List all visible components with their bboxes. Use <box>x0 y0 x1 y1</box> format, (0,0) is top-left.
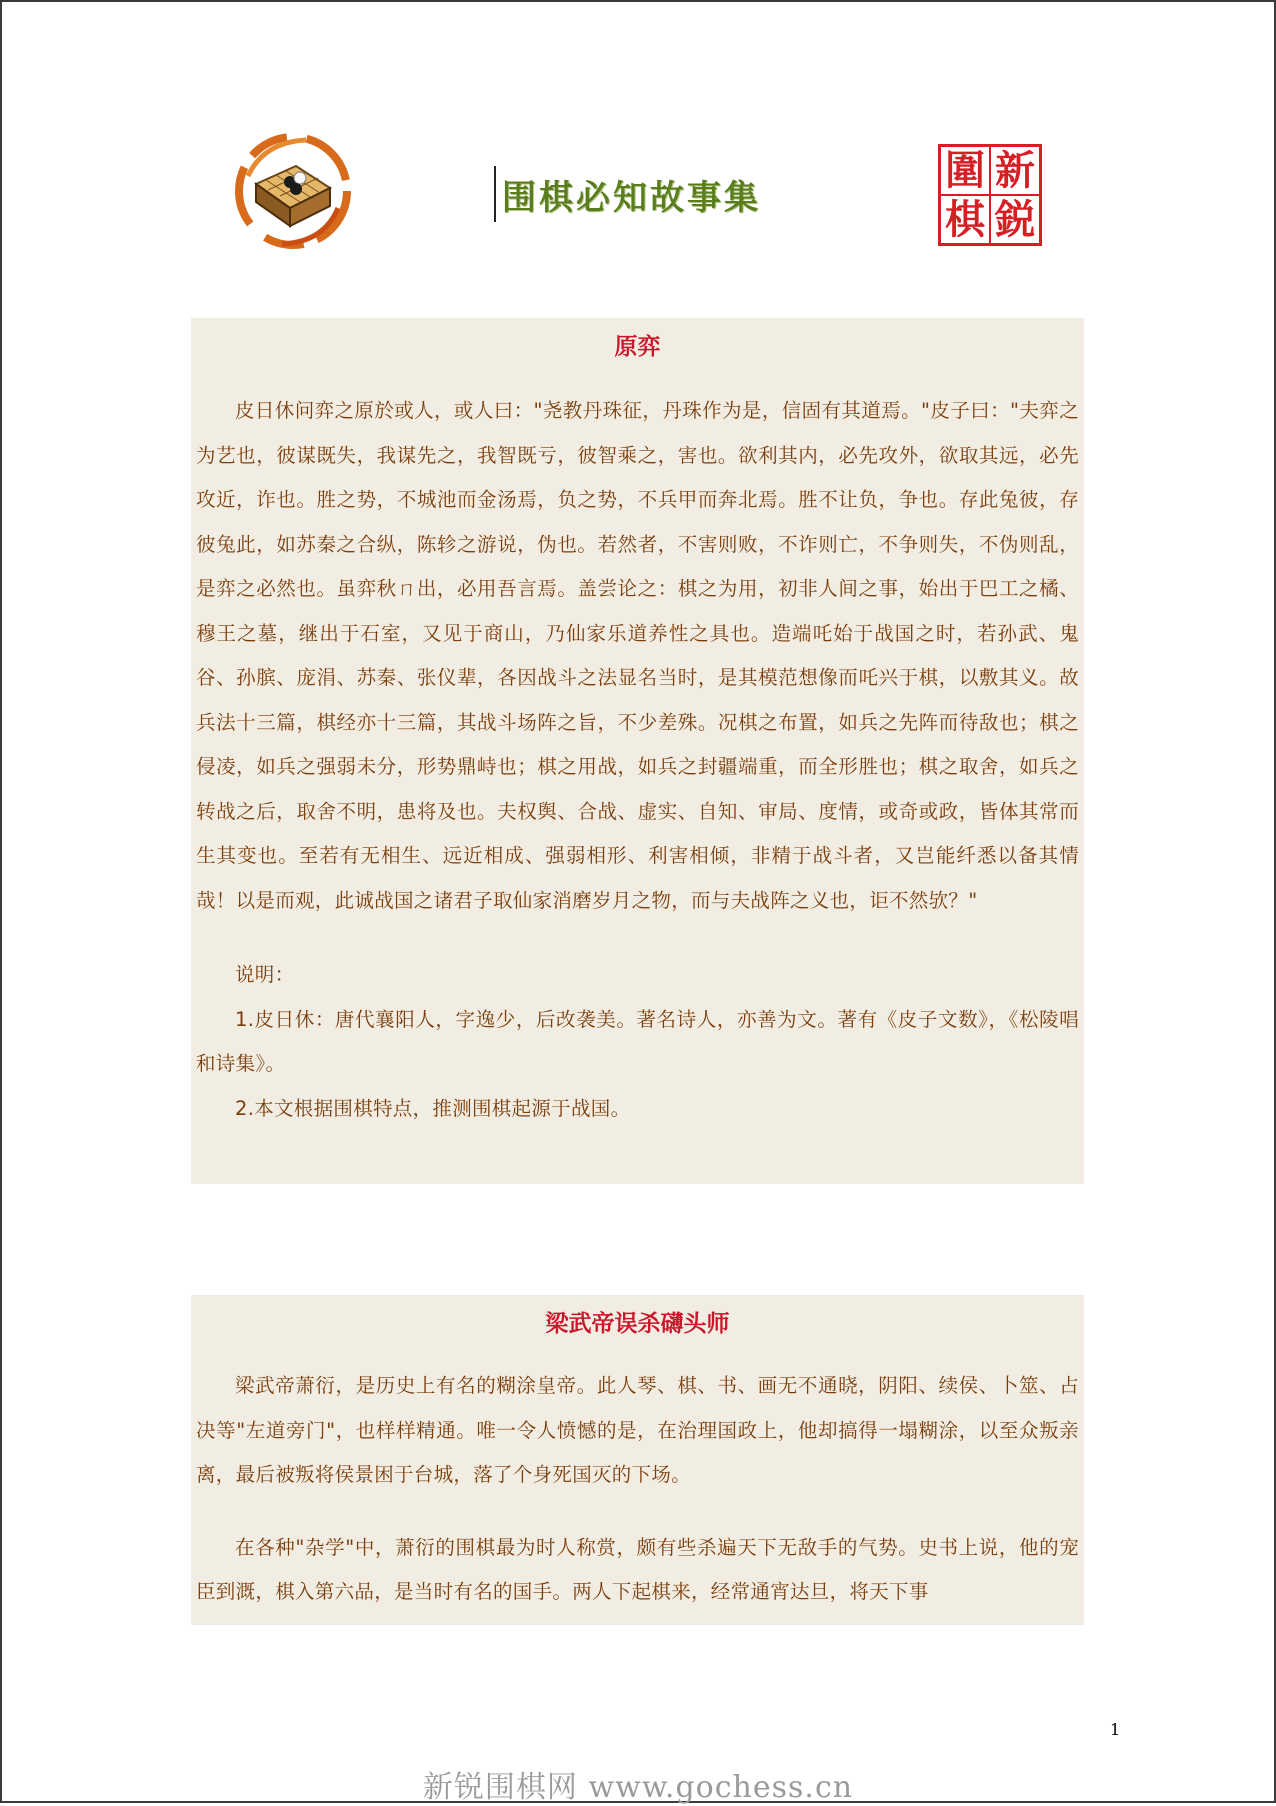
note-heading: 说明： <box>235 963 295 986</box>
footer-watermark: 新锐围棋网 www.gochess.cn <box>422 1770 854 1805</box>
header-title-container <box>494 166 761 222</box>
seal-char: 圍 <box>941 147 989 194</box>
seal-char: 鋭 <box>991 196 1039 243</box>
seal-char: 新 <box>991 147 1039 194</box>
article-title: 梁武帝误杀礴头师 <box>545 1311 730 1337</box>
article-paragraph: 在各种"杂学"中，萧衍的围棋最为时人称赏，颇有些杀遍天下无敌手的气势。史书上说，他的宠臣到溉，棋入第六品，是当时有名的国手。两人下起棋来，经常通宵达旦，将天下事 <box>196 1535 1079 1603</box>
article-paragraph: 梁武帝萧衍，是历史上有名的糊涂皇帝。此人琴、棋、书、画无不通晓，阴阳、续侯、卜筮、占决等"左道旁门"，也样样精通。唯一令人愤憾的是，在治理国政上，他却搞得一塌糊涂，以至众叛亲离，最后被叛将侯景困于台城，落了个身死国灭的下场。 <box>196 1374 1079 1486</box>
page-number: 1 <box>1110 1720 1121 1739</box>
article-liang-wudi <box>191 1295 1084 1625</box>
article-paragraph: 皮日休问弈之原於或人，或人曰："尧教丹珠征，丹珠作为是，信固有其道焉。"皮子曰："夫弈之为艺也，彼谋既失，我谋先之，我智既亏，彼智乘之，害也。欲利其内，必先攻外，欲取其远，必先攻近，诈也。胜之势，不城池而金汤焉，负之势，不兵甲而奔北焉。胜不让负，争也。存此兔彼，存彼兔此，如苏秦之合纵，陈轸之游说，伪也。若然者，不害则败，不诈则亡，不争则失，不伪则乱，是弈之必然也。虽弈秋ㄇ出，必用吾言焉。盖尝论之：棋之为用，初非人间之事，始出于巴工之橘、穆王之墓，继出于石室，又见于商山，乃仙家乐道养性之具也。造端吒始于战国之时，若孙武、鬼谷、孙膑、庞涓、苏秦、张仪辈，各因战斗之法显名当时，是其模范想像而吒兴于棋，以敷其义。故兵法十三篇，棋经亦十三篇，其战斗场阵之旨，不少差殊。况棋之布置，如兵之先阵而待敌也；棋之侵凌，如兵之强弱未分，形势鼎峙也；棋之用战，如兵之封疆端重，而全形胜也；棋之取舍，如兵之转战之后，取舍不明，患将及也。夫权舆、合战、虚实、自知、审局、度情，或奇或政，皆体其常而生其变也。至若有无相生、远近相成、强弱相形、利害相倾，非精于战斗者，又岂能纤悉以备其情哉！以是而观，此诚战国之诸君子取仙家消磨岁月之物，而与夫战阵之义也，讵不然欤？" <box>196 399 1079 912</box>
xinrui-weiqi-seal-logo <box>938 144 1042 246</box>
seal-char: 棋 <box>941 196 989 243</box>
page-title: 围棋必知故事集 <box>502 177 761 218</box>
go-board-logo-icon <box>234 132 352 250</box>
note-item: 2.本文根据围棋特点，推测围棋起源于战国。 <box>235 1096 631 1120</box>
article-yuanyi <box>191 318 1084 1184</box>
article-title: 原弈 <box>614 334 661 360</box>
note-item: 1.皮日休：唐代襄阳人，字逸少，后改袭美。著名诗人，亦善为文。著有《皮子文数》，《松陵唱和诗集》。 <box>196 1007 1079 1075</box>
